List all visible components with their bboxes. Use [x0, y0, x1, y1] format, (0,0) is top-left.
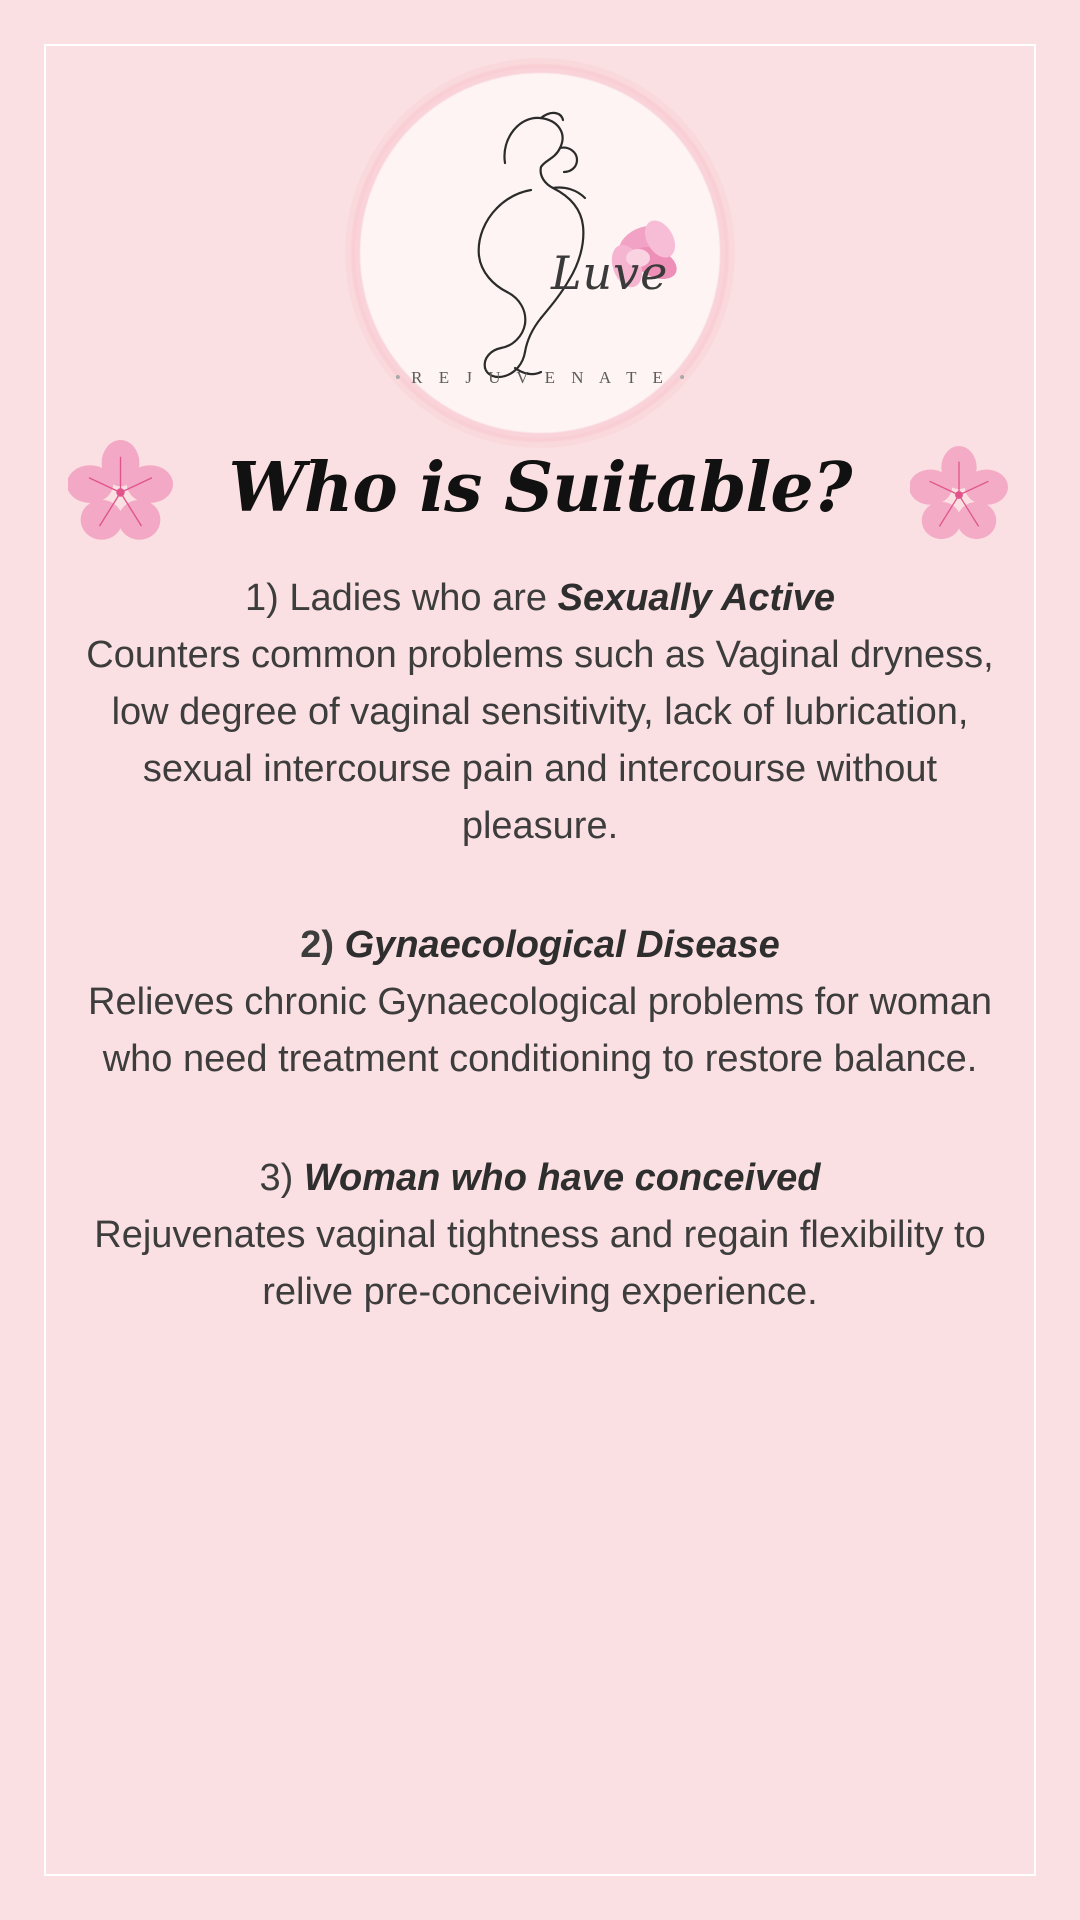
logo-tagline [355, 368, 725, 388]
heading-row [0, 430, 1080, 560]
logo-wordmark: Luve [551, 246, 669, 300]
section-3-emphasis: Woman who have conceived [303, 1157, 821, 1199]
content-body [60, 570, 1020, 1321]
section-3 [60, 1150, 1020, 1321]
section-1-lead: Ladies who are [289, 577, 548, 619]
logo-tagline-dot-right: • [679, 368, 686, 387]
page-title: Who is Suitable? [228, 448, 852, 528]
brand-logo [355, 68, 725, 438]
section-3-number: 3) [259, 1157, 294, 1199]
section-2-number: 2) [300, 924, 335, 966]
section-3-description: Rejuvenates vaginal tightness and regain flexibility to relive pre-conceiving experience. [94, 1214, 986, 1313]
logo-tagline-dot-left: • [394, 368, 401, 387]
blossom-flower-right-icon [910, 446, 1008, 544]
section-1-number: 1) [244, 577, 279, 619]
section-1 [60, 570, 1020, 855]
logo-tagline-text: R E J U V E N A T E [411, 368, 669, 387]
section-3-title [60, 1150, 1020, 1207]
section-2-description: Relieves chronic Gynaecological problems for woman who need treatment conditioning to restore balance. [88, 981, 992, 1080]
section-2-title [60, 917, 1020, 974]
section-2 [60, 917, 1020, 1088]
section-1-emphasis: Sexually Active [557, 577, 836, 619]
section-1-title [60, 570, 1020, 627]
section-1-description: Counters common problems such as Vaginal dryness, low degree of vaginal sensitivity, lack of lubrication, sexual intercourse pain and intercourse without pleasure. [86, 634, 994, 847]
section-2-emphasis: Gynaecological Disease [344, 924, 780, 966]
